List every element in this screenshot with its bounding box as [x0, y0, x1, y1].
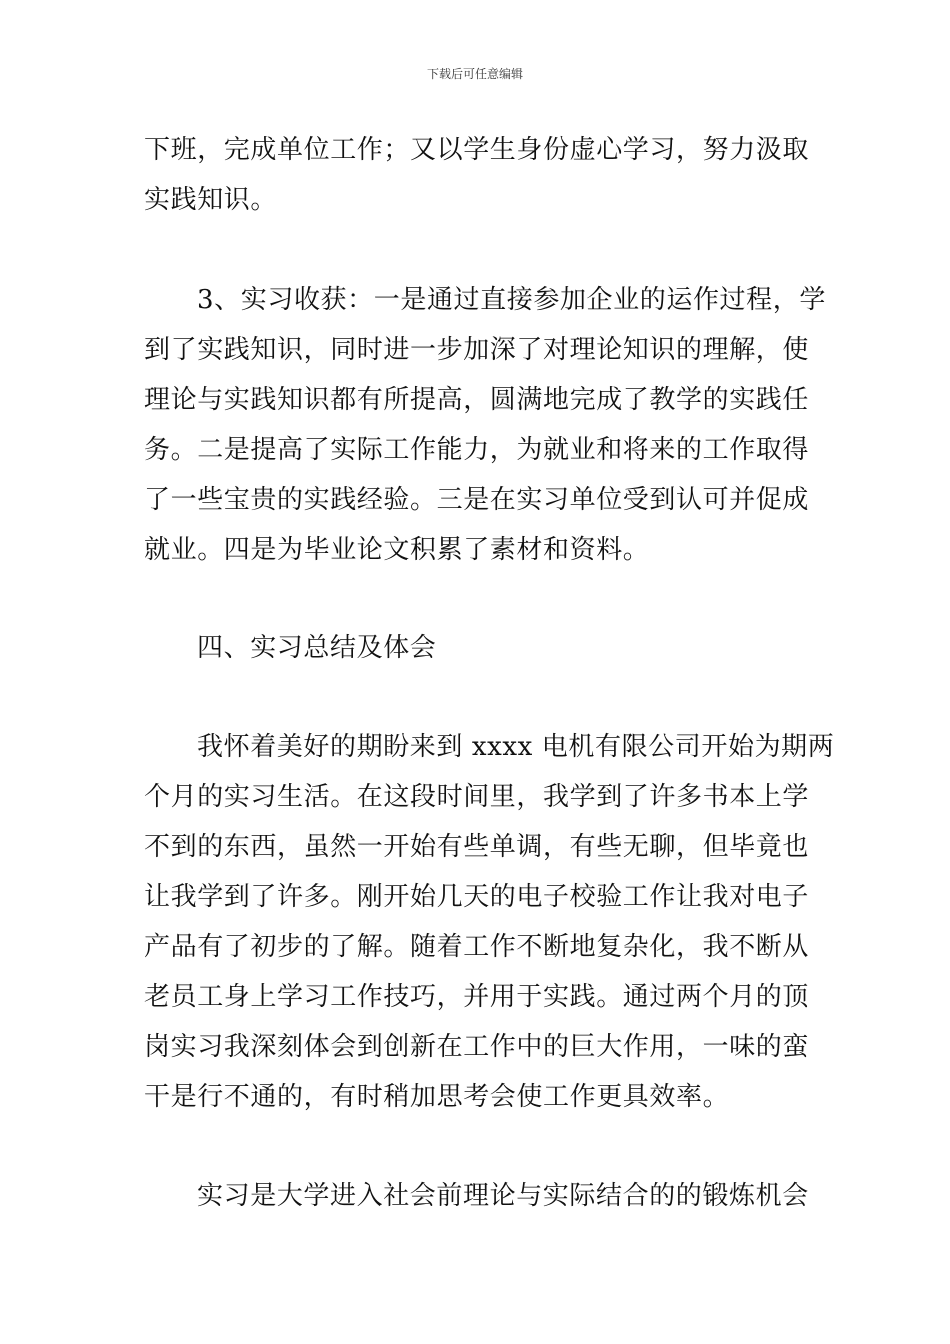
text-line — [0, 330, 950, 370]
line-text: 四、实习总结及体会 — [197, 633, 437, 663]
line-text: 了一些宝贵的实践经验。三是在实习单位受到认可并促成 — [144, 485, 810, 515]
line-text: 到了实践知识，同时进一步加深了对理论知识的理解，使 — [144, 335, 810, 365]
text-line — [0, 280, 950, 320]
line-text: 下班，完成单位工作；又以学生身份虚心学习，努力汲取 — [144, 135, 810, 165]
line-text: 我怀着美好的期盼来到 xxxx 电机有限公司开始为期两 — [197, 732, 835, 762]
text-line — [0, 530, 950, 570]
text-line — [0, 777, 950, 817]
text-line — [0, 977, 950, 1017]
line-text: 3、实习收获：一是通过直接参加企业的运作过程，学 — [197, 285, 826, 315]
text-line — [0, 380, 950, 420]
line-text: 实践知识。 — [144, 185, 278, 215]
line-text: 就业。四是为毕业论文积累了素材和资料。 — [144, 535, 650, 565]
line-text: 岗实习我深刻体会到创新在工作中的巨大作用，一味的蛮 — [144, 1032, 810, 1062]
text-line — [0, 877, 950, 917]
line-text: 干是行不通的，有时稍加思考会使工作更具效率。 — [144, 1082, 730, 1112]
line-text: 老员工身上学习工作技巧，并用于实践。通过两个月的顶 — [144, 982, 810, 1012]
text-line — [0, 430, 950, 470]
line-text: 理论与实践知识都有所提高，圆满地完成了教学的实践任 — [144, 385, 810, 415]
line-text: 个月的实习生活。在这段时间里，我学到了许多书本上学 — [144, 782, 810, 812]
text-line — [0, 1176, 950, 1216]
text-line — [0, 927, 950, 967]
line-text: 产品有了初步的了解。随着工作不断地复杂化，我不断从 — [144, 932, 810, 962]
text-line — [0, 1077, 950, 1117]
line-text: 实习是大学进入社会前理论与实际结合的的锻炼机会 — [197, 1181, 809, 1211]
line-text: 不到的东西，虽然一开始有些单调，有些无聊，但毕竟也 — [144, 832, 810, 862]
text-line — [0, 130, 950, 170]
line-text: 让我学到了许多。刚开始几天的电子校验工作让我对电子 — [144, 882, 810, 912]
line-text: 务。二是提高了实际工作能力，为就业和将来的工作取得 — [144, 435, 810, 465]
text-line — [0, 480, 950, 520]
text-line — [0, 827, 950, 867]
section-heading — [0, 628, 950, 668]
page-header: 下载后可任意编辑 — [426, 67, 523, 81]
text-line — [0, 1027, 950, 1067]
text-line — [0, 727, 950, 767]
text-line — [0, 180, 950, 220]
